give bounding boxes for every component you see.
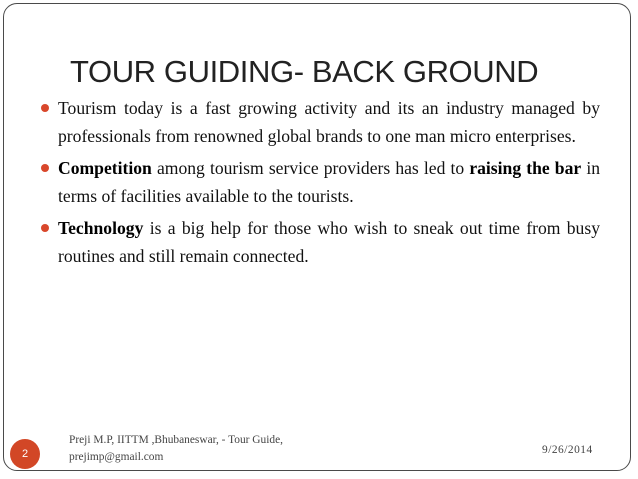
slide-title: TOUR GUIDING- BACK GROUND bbox=[70, 54, 539, 89]
page-number-badge: 2 bbox=[10, 439, 40, 469]
bullet-technology bbox=[40, 214, 600, 270]
bullet-dot-icon bbox=[41, 224, 49, 232]
footer-date: 9/26/2014 bbox=[542, 444, 593, 456]
bullet-bold-phrase: raising the bar bbox=[469, 158, 582, 178]
bullet-text: Tourism today is a fast growing activity and its an industry managed by professionals from renowned global brands to one man micro enterprises. bbox=[58, 98, 600, 146]
bullet-dot-icon bbox=[41, 164, 49, 172]
bullet-dot-icon bbox=[41, 104, 49, 112]
footer-author bbox=[69, 432, 309, 466]
bullet-tourism bbox=[40, 94, 600, 150]
bullet-text: in terms of facilities available to the tourists. bbox=[58, 158, 601, 206]
bullet-text: is a big help for those who wish to sneak out time from busy routines and still remain connected. bbox=[58, 218, 600, 266]
bullet-competition bbox=[40, 154, 600, 210]
footer-author-line: Preji M.P, IITTM ,Bhubaneswar, - Tour Guide, bbox=[69, 434, 283, 446]
bullet-text: among tourism service providers has led to bbox=[151, 158, 470, 178]
bullet-list bbox=[40, 94, 600, 274]
bullet-bold-keyword: Competition bbox=[58, 158, 152, 178]
bullet-bold-keyword: Technology bbox=[58, 218, 144, 238]
footer-email: prejimp@gmail.com bbox=[69, 451, 164, 463]
